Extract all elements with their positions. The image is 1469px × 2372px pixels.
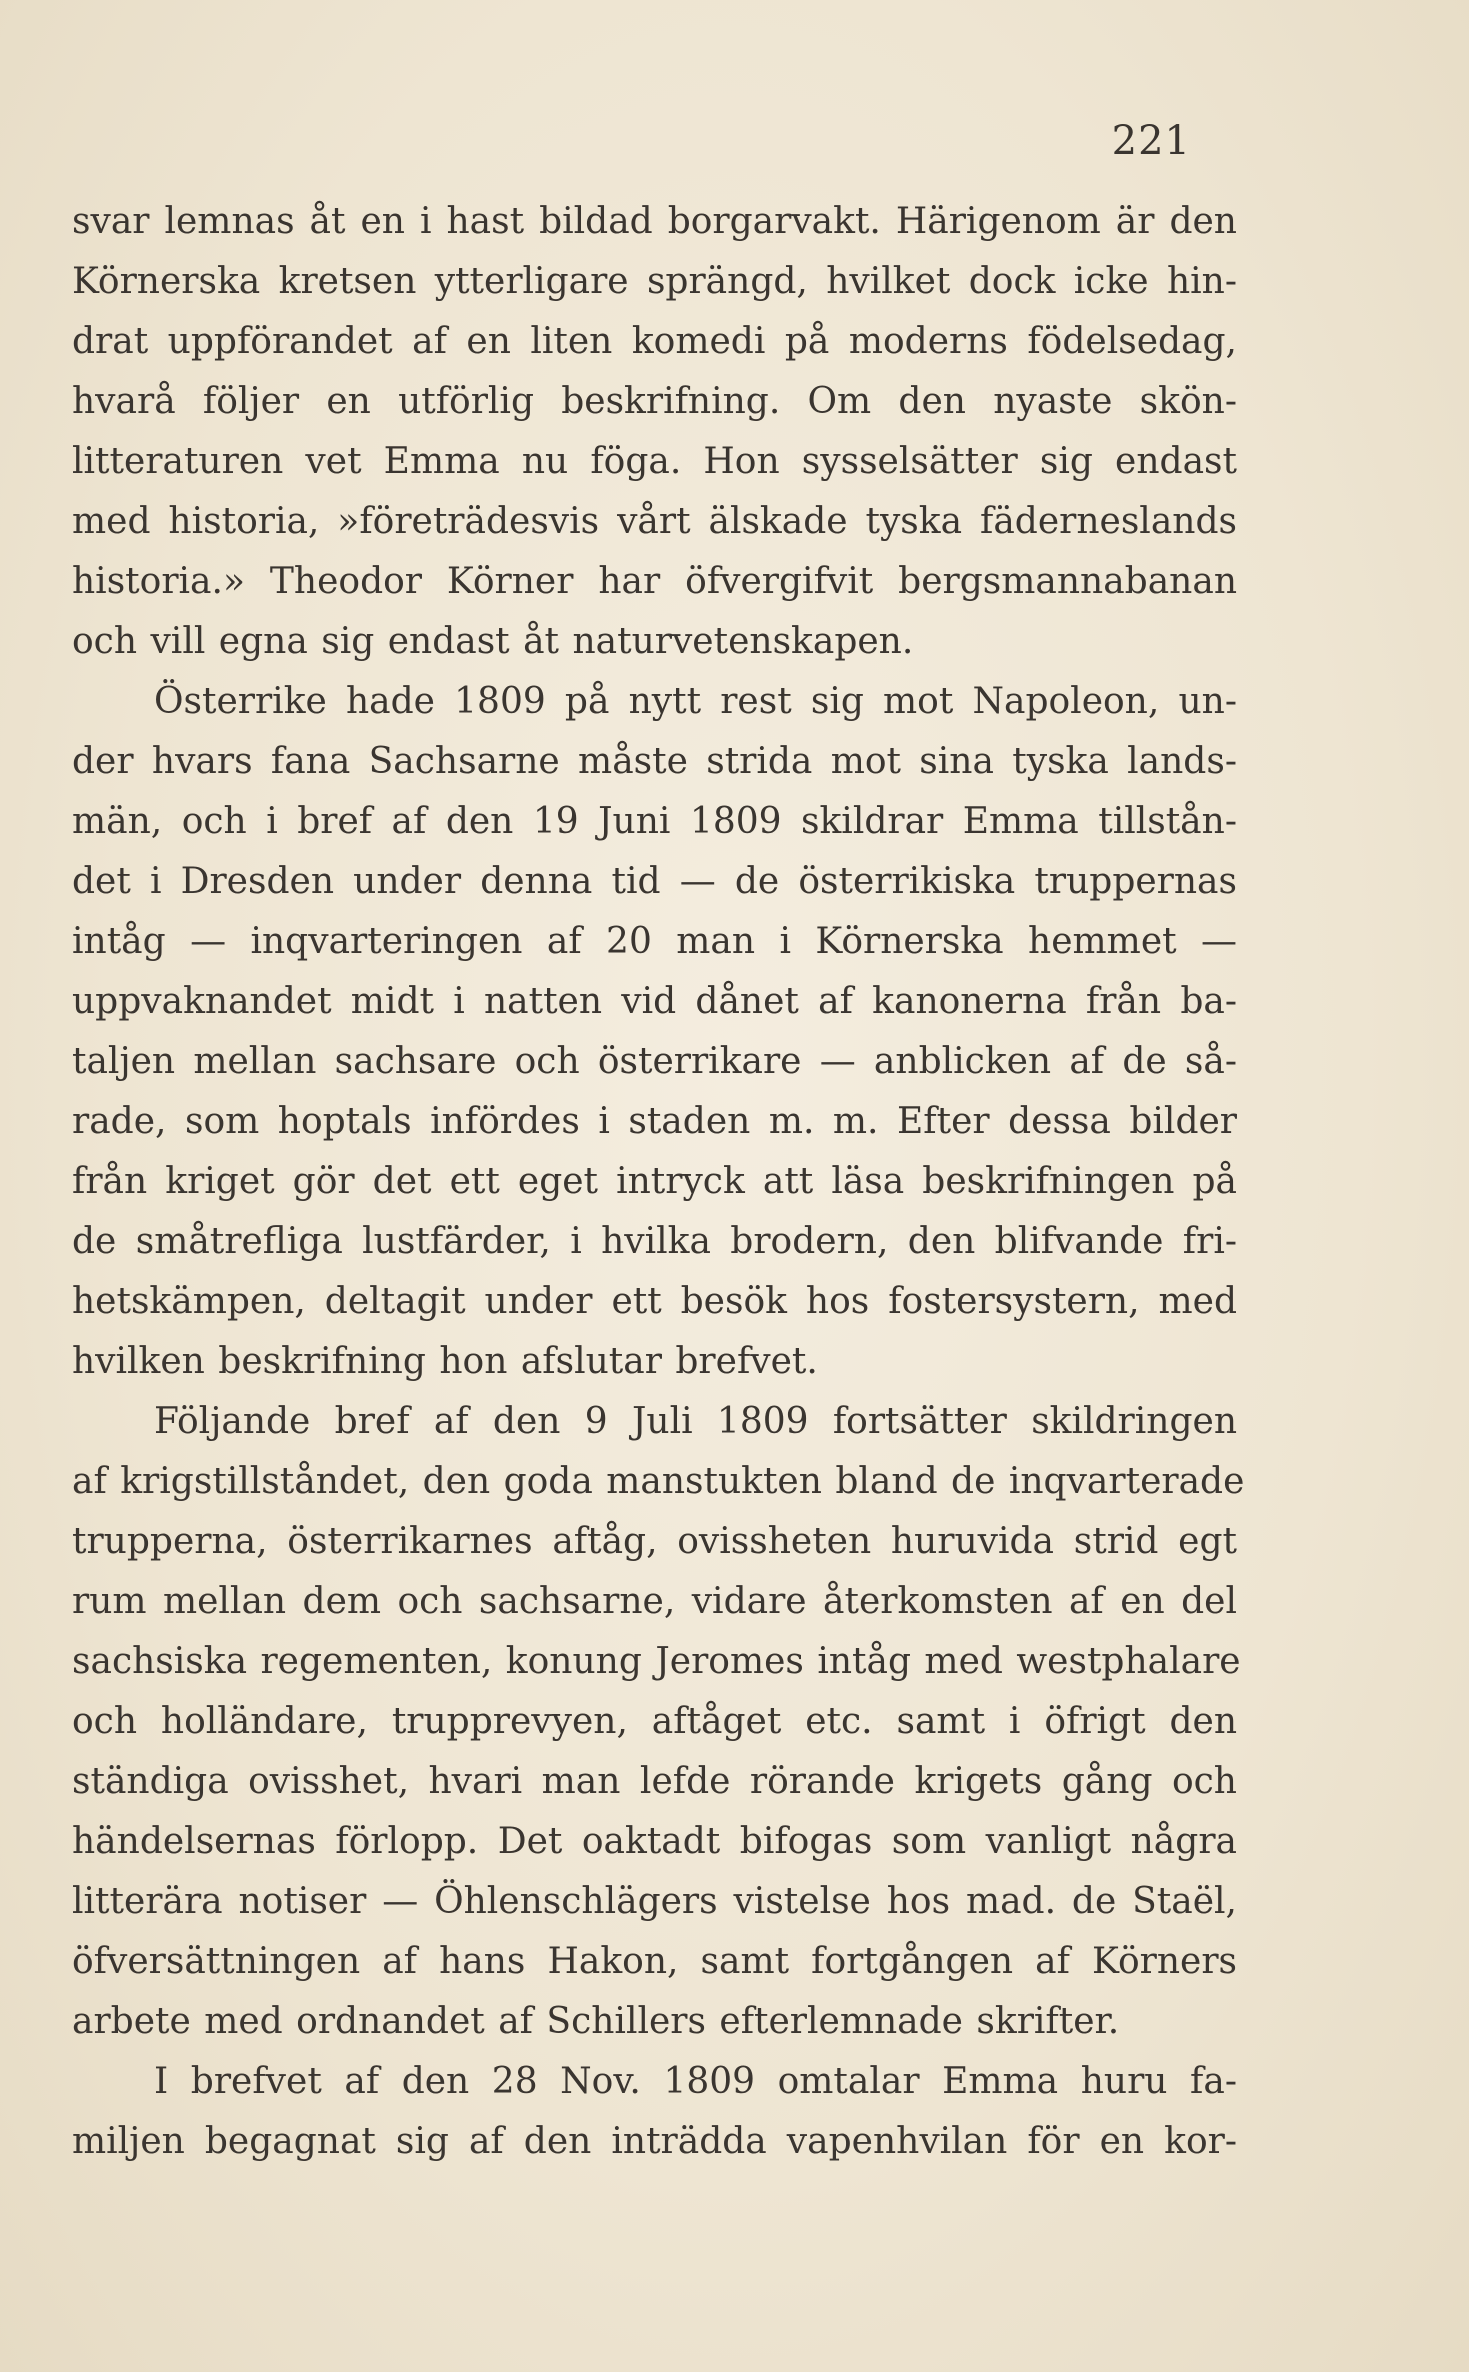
paragraph <box>72 2052 1237 2172</box>
text-line: I brefvet af den 28 Nov. 1809 omtalar Emma huru fa- <box>154 2061 1237 2102</box>
text-line: händelsernas förlopp. Det oaktadt bifogas som vanligt några <box>72 1821 1237 1862</box>
text-line: från kriget gör det ett eget intryck att läsa beskrifningen på <box>72 1161 1237 1202</box>
text-line: hetskämpen, deltagit under ett besök hos fostersystern, med <box>72 1281 1237 1322</box>
text-line: trupperna, österrikarnes aftåg, ovissheten huruvida strid egt <box>72 1521 1237 1562</box>
text-line: historia.» Theodor Körner har öfvergifvit bergsmannabanan <box>72 561 1237 602</box>
text-line: miljen begagnat sig af den inträdda vapenhvilan för en kor- <box>72 2121 1237 2162</box>
text-line: litterära notiser — Öhlenschlägers vistelse hos mad. de Staël, <box>72 1881 1237 1922</box>
text-line: män, och i bref af den 19 Juni 1809 skildrar Emma tillstån- <box>72 801 1237 842</box>
text-line: öfversättningen af hans Hakon, samt fortgången af Körners <box>72 1941 1237 1982</box>
text-line: intåg — inqvarteringen af 20 man i Körnerska hemmet — <box>72 921 1237 962</box>
text-line: med historia, »företrädesvis vårt älskade tyska fäderneslands <box>72 501 1237 542</box>
text-line: af krigstillståndet, den goda manstukten bland de inqvarterade <box>72 1461 1245 1502</box>
text-line: svar lemnas åt en i hast bildad borgarvakt. Härigenom är den <box>72 201 1237 242</box>
text-line: arbete med ordnandet af Schillers efterlemnade skrifter. <box>72 2001 1120 2042</box>
text-line: rum mellan dem och sachsarne, vidare återkomsten af en del <box>72 1581 1237 1622</box>
page-number: 221 <box>1111 118 1191 164</box>
text-line: Österrike hade 1809 på nytt rest sig mot Napoleon, un- <box>154 681 1237 722</box>
body-text <box>72 192 1245 2172</box>
text-line: det i Dresden under denna tid — de österrikiska truppernas <box>72 861 1237 902</box>
text-line: drat uppförandet af en liten komedi på moderns födelsedag, <box>72 321 1237 362</box>
paragraph <box>72 1392 1245 2052</box>
text-line: Körnerska kretsen ytterligare sprängd, hvilket dock icke hin- <box>72 261 1237 302</box>
paragraph <box>72 192 1237 672</box>
text-line: sachsiska regementen, konung Jeromes intåg med westphalare <box>72 1641 1241 1682</box>
text-line: litteraturen vet Emma nu föga. Hon sysselsätter sig endast <box>72 441 1237 482</box>
text-line: der hvars fana Sachsarne måste strida mot sina tyska lands- <box>72 741 1237 782</box>
text-line: de småtrefliga lustfärder, i hvilka brodern, den blifvande fri- <box>72 1221 1237 1262</box>
text-line: hvarå följer en utförlig beskrifning. Om den nyaste skön- <box>72 381 1237 422</box>
text-line: rade, som hoptals infördes i staden m. m. Efter dessa bilder <box>72 1101 1237 1142</box>
paragraph <box>72 672 1237 1392</box>
text-line: och vill egna sig endast åt naturvetenskapen. <box>72 621 914 662</box>
text-line: taljen mellan sachsare och österrikare — anblicken af de så- <box>72 1041 1237 1082</box>
text-line: Följande bref af den 9 Juli 1809 fortsätter skildringen <box>154 1401 1237 1442</box>
text-line: uppvaknandet midt i natten vid dånet af kanonerna från ba- <box>72 981 1237 1022</box>
text-line: ständiga ovisshet, hvari man lefde rörande krigets gång och <box>72 1761 1237 1802</box>
text-line: hvilken beskrifning hon afslutar brefvet. <box>72 1341 818 1382</box>
text-line: och holländare, trupprevyen, aftåget etc. samt i öfrigt den <box>72 1701 1237 1742</box>
